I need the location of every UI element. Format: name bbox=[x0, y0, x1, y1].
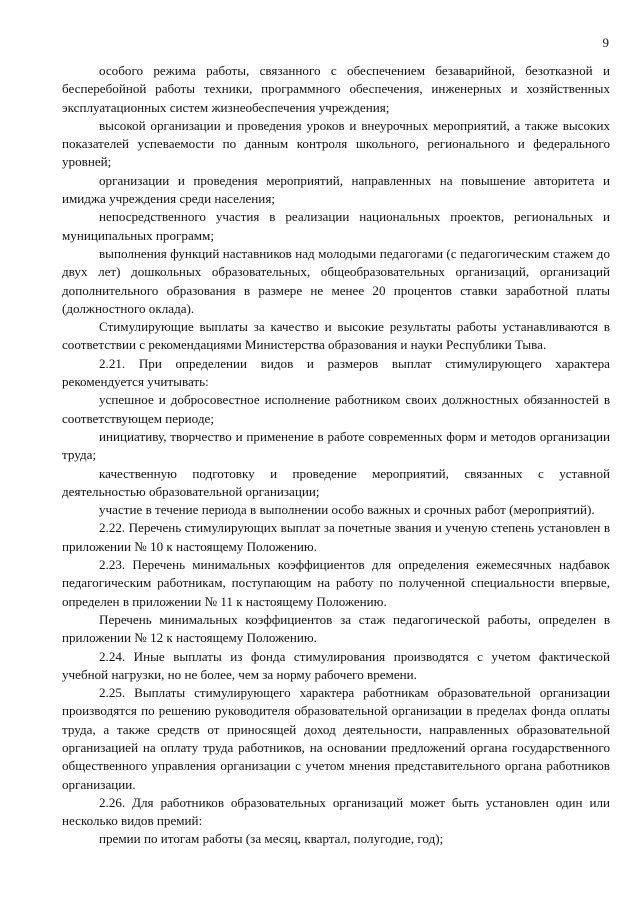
paragraph: участие в течение периода в выполнении особо важных и срочных работ (мероприятий). bbox=[99, 502, 595, 518]
paragraph: Стимулирующие выплаты за качество и высокие результаты работы устанавливаются в соответствии с рекомендациями Министерства образования и науки Республики Тыва. bbox=[62, 319, 610, 353]
paragraph: 2.25. Выплаты стимулирующего характера работникам образовательной организации производятся по решению руководителя образовательной организации в пределах фонда оплаты труда, а также средств от приносящей доход деятельности, направленных образовательной организацией на оплату труда работников, на основании предложений органа государственного общественного управления организации с учетом мнения представительного органа работников организации. bbox=[62, 685, 610, 792]
paragraph: 2.22. Перечень стимулирующих выплат за почетные звания и ученую степень установлен в приложении № 10 к настоящему Положению. bbox=[62, 520, 610, 554]
paragraph: инициативу, творчество и применение в работе современных форм и методов организации труда; bbox=[62, 428, 610, 463]
paragraph: выполнения функций наставников над молодыми педагогами (с педагогическим стажем до двух лет) дошкольных образовательных, общеобразовательных организаций, организаций дополнительного образования в размере не менее 20 процентов ставки заработной платы (должностного оклада). bbox=[62, 245, 610, 316]
paragraph: 2.21. При определении видов и размеров выплат стимулирующего характера рекомендуется учитывать: bbox=[62, 355, 610, 390]
page-number: 9 bbox=[602, 35, 609, 50]
paragraph: высокой организации и проведения уроков и внеурочных мероприятий, а также высоких показателей успеваемости по данным контроля школьного, регионального и федерального уровней; bbox=[62, 117, 610, 170]
paragraph: Перечень минимальных коэффициентов за стаж педагогической работы, определен в приложении № 12 к настоящему Положению. bbox=[62, 611, 610, 646]
paragraph: 2.24. Иные выплаты из фонда стимулирования производятся с учетом фактической учебной нагрузки, но не более, чем за норму рабочего времени. bbox=[62, 648, 610, 682]
paragraph: организации и проведения мероприятий, направленных на повышение авторитета и имиджа учреждения среди населения; bbox=[62, 172, 610, 207]
paragraph: особого режима работы, связанного с обеспечением безаварийной, безотказной и бесперебойной работы техники, программного обеспечения, инженерных и хозяйственных эксплуатационных систем жизнеобеспечения учреждения; bbox=[62, 63, 610, 115]
paragraph: непосредственного участия в реализации национальных проектов, региональных и муниципальных программ; bbox=[62, 209, 610, 243]
paragraph: премии по итогам работы (за месяц, квартал, полугодие, год); bbox=[99, 831, 444, 847]
paragraph: успешное и добросовестное исполнение работником своих должностных обязанностей в соответствующем периоде; bbox=[62, 392, 610, 426]
paragraph: 2.23. Перечень минимальных коэффициентов для определения ежемесячных надбавок педагогическим работникам, поступающим на работу по полученной специальности впервые, определен в приложении № 11 к настоящему Положению. bbox=[62, 557, 610, 609]
document-body bbox=[62, 62, 610, 849]
paragraph: качественную подготовку и проведение мероприятий, связанных с уставной деятельностью образовательной организации; bbox=[62, 465, 610, 499]
paragraph: 2.26. Для работников образовательных организаций может быть установлен один или несколько видов премий: bbox=[62, 794, 610, 829]
